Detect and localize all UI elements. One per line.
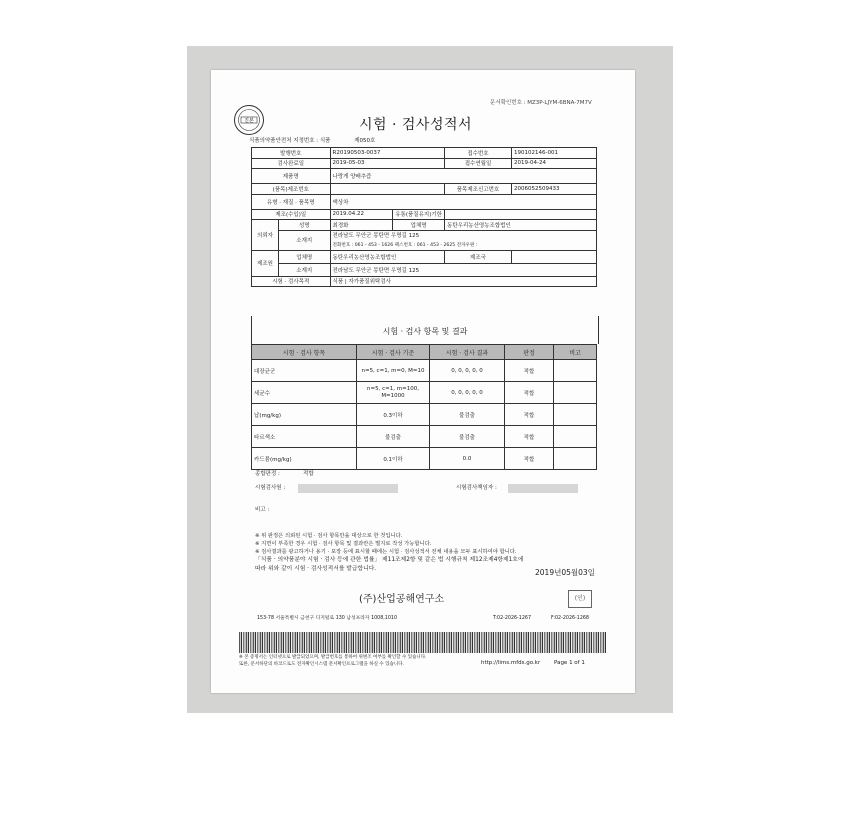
country-label: 제조국 [445, 250, 512, 263]
row-standard: n=5, c=1, m=100, M=1000 [357, 382, 430, 404]
client-name-label: 성명 [279, 220, 331, 231]
stamp-text: 진본 [244, 118, 254, 124]
report-no-label: 품목제조신고번호 [445, 184, 512, 195]
client-company: 동탄우리농산영농조합법인 [445, 220, 597, 231]
product-label: 제품명 [252, 169, 331, 184]
table-row [252, 448, 597, 470]
col-judgment-header: 판정 [505, 345, 554, 360]
expiry-label: 유통(품질유지)기한 [393, 209, 445, 220]
receipt-no: 190102146-001 [512, 148, 597, 159]
row-result: 불검출 [430, 426, 505, 448]
client-company-label: 업체명 [393, 220, 445, 231]
report-no: 2006052509433 [512, 184, 597, 195]
receipt-no-label: 접수번호 [445, 148, 512, 159]
issuer-seal: (인) [568, 590, 592, 608]
row-note [554, 360, 597, 382]
issuer-fax: F:02-2026-1268 [551, 616, 589, 621]
row-item: 타르색소 [252, 426, 357, 448]
client-name: 최경화 [330, 220, 393, 231]
inspector-label: 시험검사원 : [255, 485, 286, 491]
report-title: 시험 · 검사성적서 [359, 117, 473, 133]
row-result: 불검출 [430, 404, 505, 426]
row-note [554, 426, 597, 448]
row-judgment: 적합 [505, 382, 554, 404]
product-name: 나랑게 양배추즙 [330, 169, 596, 184]
document-barcode [239, 632, 606, 653]
results-title-text: 시험 · 검사 항목 및 결과 [382, 327, 468, 336]
row-judgment: 적합 [505, 404, 554, 426]
footer-line2: 또한, 문서하단의 바코드로도 전자확인시스템 문서확인프로그램을 하실 수 있습니다. [239, 662, 405, 667]
col-note-header: 비고 [554, 345, 597, 360]
remark-label: 비고 : [255, 507, 270, 513]
manager-redacted [508, 484, 578, 493]
mfg-date-label: 제조(수입)일 [252, 209, 331, 220]
page-indicator: Page 1 of 1 [554, 660, 585, 666]
table-row [252, 360, 597, 382]
type-value: 액상차 [330, 194, 596, 209]
row-item: 세균수 [252, 382, 357, 404]
designation-line [249, 139, 375, 145]
client-label: 의뢰자 [252, 220, 279, 251]
maker-address: 전라남도 무안군 몽탄면 우명길 125 [330, 263, 596, 276]
purpose-label: 시험 · 검사목적 [252, 276, 331, 287]
receipt-date: 2019-04-24 [512, 158, 597, 169]
row-judgment: 적합 [505, 448, 554, 470]
issue-no-label: 발행번호 [252, 148, 331, 159]
row-item: 카드뮴(mg/kg) [252, 448, 357, 470]
purpose: 식품 | 자가품질위탁검사 [330, 276, 596, 287]
footer-line1: ※ 본 증명서는 인터넷으로 발급되었으며, 발급번호를 통하여 위변조 여부를 확인할 수 있습니다. [239, 655, 427, 660]
client-addr-label: 소재지 [279, 230, 331, 250]
row-result: 0, 0, 0, 0, 0 [430, 382, 505, 404]
manager-label: 시험검사책임자 : [456, 485, 497, 491]
row-judgment: 적합 [505, 426, 554, 448]
row-note [554, 404, 597, 426]
client-contact: 전화번호 : 061 - 453 - 1626 팩스번호 : 061 - 453 - 2625 전자우편 : [330, 240, 596, 250]
country [512, 250, 597, 263]
inspector-redacted [298, 484, 398, 493]
report-info-table [251, 147, 597, 287]
type-label: 유형 · 재질 · 품목명 [252, 194, 331, 209]
row-standard: 불검출 [357, 426, 430, 448]
row-standard: 0.3이하 [357, 404, 430, 426]
col-standard-header: 시험 · 검사 기준 [357, 345, 430, 360]
results-section-title [251, 316, 599, 344]
results-table [251, 344, 597, 470]
legal-basis-line2: 따라 위와 같이 시험 · 검사성적서를 발급합니다. [255, 566, 377, 572]
table-row [252, 426, 597, 448]
row-note [554, 448, 597, 470]
designation-number: 제050호 [354, 138, 376, 144]
row-standard: 0.1이하 [357, 448, 430, 470]
table-row [252, 382, 597, 404]
col-result-header: 시험 · 검사 결과 [430, 345, 505, 360]
issue-date: 2019년05월03일 [535, 568, 595, 577]
client-address: 전라남도 무안군 몽탄면 우명길 125 [330, 230, 596, 240]
row-item: 납(mg/kg) [252, 404, 357, 426]
expiry [445, 209, 597, 220]
receipt-date-label: 접수연월일 [445, 158, 512, 169]
maker-addr-label: 소재지 [279, 263, 331, 276]
row-note [554, 382, 597, 404]
col-item-header: 시험 · 검사 항목 [252, 345, 357, 360]
note-line: ※ 위 판정은 의뢰된 시험 · 검사 항목만을 대상으로 한 것입니다. [255, 533, 403, 539]
mfg-no-label: (품목)제조번호 [252, 184, 331, 195]
authenticity-stamp-icon [233, 104, 265, 136]
done-date: 2019-05-03 [330, 158, 444, 169]
designation-label: 식품의약품안전처 지정번호 : 식품 [249, 138, 331, 144]
issuer-tel: T:02-2026-1267 [493, 616, 531, 621]
overall-judgment-label: 종합판정 : [255, 471, 280, 477]
maker-company-label: 업체명 [279, 250, 331, 263]
mfg-date: 2019.04.22 [330, 209, 393, 220]
row-result: 0.0 [430, 448, 505, 470]
issue-no: R20190503-0037 [330, 148, 444, 159]
document-confirmation-number: 문서확인번호 : MZ3P-LJYM-6BNA-7M7V [490, 100, 592, 106]
table-row [252, 404, 597, 426]
mfg-no [330, 184, 444, 195]
report-page [211, 70, 635, 693]
done-date-label: 검사완료일 [252, 158, 331, 169]
overall-judgment: 적합 [303, 471, 314, 477]
maker-label: 제조원 [252, 250, 279, 276]
issuer-name: (주)산업공해연구소 [359, 594, 445, 605]
maker-company: 동탄우리농산영농조합법인 [330, 250, 444, 263]
footer-url: http://lims.mfds.go.kr [481, 660, 541, 666]
note-line: ※ 지면이 부족한 경우 시험 · 검사 항목 및 결과란은 별지로 작성 가능합니다. [255, 541, 432, 547]
note-line: ※ 검사결과를 광고하거나 용기 · 포장 등에 표시할 때에는 시험 · 검사성적서 전체 내용을 모두 표시하여야 합니다. [255, 549, 517, 555]
issuer-address: 153-78 서울특별시 금천구 디지털로 130 남성프라자 1008,1010 [257, 616, 398, 621]
row-judgment: 적합 [505, 360, 554, 382]
row-item: 대장균군 [252, 360, 357, 382]
legal-basis-line1: 「식품 · 의약품분야 시험 · 검사 등에 관한 법률」 제11조제2항 및 같은 법 시행규칙 제12조제4항제1호에 [255, 557, 524, 563]
row-standard: n=5, c=1, m=0, M=10 [357, 360, 430, 382]
row-result: 0, 0, 0, 0, 0 [430, 360, 505, 382]
